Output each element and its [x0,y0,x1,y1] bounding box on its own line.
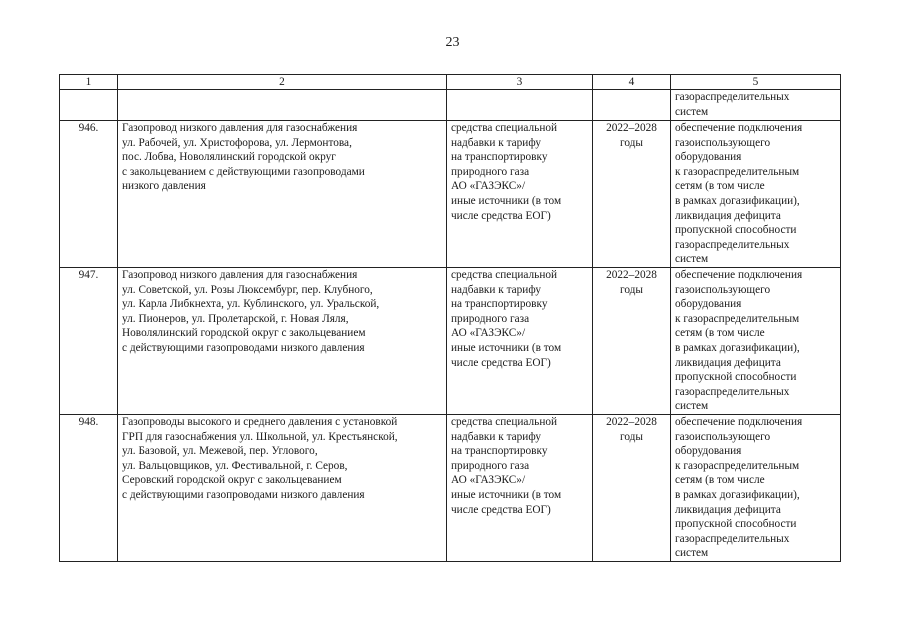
object-description [118,121,447,268]
cont-object-cell [118,90,447,121]
text-line: на транспортировку [451,445,548,458]
text-line: газоиспользующего [675,136,771,149]
funding-source [447,121,593,268]
text-line: годы [619,283,643,296]
text-line: ул. Вальцовщиков, ул. Фестивальной, г. Серов, [122,459,348,472]
text-line: сетям (в том числе [675,327,765,340]
infrastructure-table [59,74,841,562]
text-line: газораспределительных [675,385,790,398]
column-header-4: 4 [593,75,671,90]
text-line: средства специальной [451,269,558,281]
text-line: оборудования [675,151,742,164]
text-line: Газопровод низкого давления для газоснабжения [122,122,358,134]
implementation-period [593,268,671,415]
text-line: обеспечение подключения [675,416,803,428]
text-line: ул. Карла Либкнехта, ул. Кублинского, ул. Уральской, [122,298,380,311]
text-line: природного газа [451,312,530,325]
text-line: 2022–2028 [606,269,657,281]
purpose [671,268,841,415]
text-line: оборудования [675,298,742,311]
text-line: природного газа [451,459,530,472]
text-line: годы [619,136,643,149]
text-line: газоиспользующего [675,283,771,296]
text-line: к газораспределительным [675,459,800,472]
table-row [60,121,841,268]
text-line: ликвидация дефицита [675,503,781,516]
text-line: систем [675,105,709,118]
text-line: газораспределительных [675,532,790,545]
text-line: систем [675,400,709,413]
text-line: надбавки к тарифу [451,430,542,443]
text-line: Серовский городской округ с закольцеванием [122,474,342,487]
purpose [671,415,841,562]
text-line: газораспределительных [675,91,790,103]
funding-source [447,268,593,415]
text-line: ликвидация дефицита [675,356,781,369]
text-line: газоиспользующего [675,430,771,443]
text-line: ул. Базовой, ул. Межевой, пер. Углового, [122,445,318,458]
text-line: пропускной способности [675,371,797,384]
cont-period-cell [593,90,671,121]
column-header-1: 1 [60,75,118,90]
text-line: природного газа [451,165,530,178]
column-header-2: 2 [118,75,447,90]
implementation-period [593,121,671,268]
text-line: в рамках догазификации), [675,194,800,207]
row-number: 947. [60,268,118,415]
text-line: на транспортировку [451,151,548,164]
continuation-row [60,90,841,121]
cont-num-cell [60,90,118,121]
table-header-row [60,75,841,90]
table-row [60,268,841,415]
text-line: иные источники (в том [451,194,562,207]
cont-purpose-cell [671,90,841,121]
text-line: ул. Рабочей, ул. Христофорова, ул. Лермонтова, [122,136,352,149]
text-line: в рамках догазификации), [675,488,800,501]
text-line: Газопроводы высокого и среднего давления с установкой [122,416,398,428]
text-line: Новолялинский городской округ с закольцеванием [122,327,366,340]
text-line: газораспределительных [675,238,790,251]
text-line: пос. Лобва, Новолялинский городской округ [122,151,336,164]
row-number: 946. [60,121,118,268]
text-line: годы [619,430,643,443]
text-line: числе средства ЕОГ) [451,503,551,516]
text-line: средства специальной [451,122,558,134]
text-line: 2022–2028 [606,122,657,134]
text-line: сетям (в том числе [675,180,765,193]
funding-source [447,415,593,562]
text-line: оборудования [675,445,742,458]
purpose [671,121,841,268]
text-line: АО «ГАЗЭКС»/ [451,180,526,193]
text-line: надбавки к тарифу [451,136,542,149]
text-line: ликвидация дефицита [675,209,781,222]
text-line: с действующими газопроводами низкого давления [122,488,365,501]
object-description [118,415,447,562]
text-line: ГРП для газоснабжения ул. Школьной, ул. Крестьянской, [122,430,398,443]
text-line: к газораспределительным [675,165,800,178]
text-line: систем [675,547,709,560]
text-line: обеспечение подключения [675,269,803,281]
column-header-5: 5 [671,75,841,90]
text-line: с закольцеванием с действующими газопроводами [122,165,365,178]
text-line: иные источники (в том [451,341,562,354]
text-line: АО «ГАЗЭКС»/ [451,327,526,340]
text-line: иные источники (в том [451,488,562,501]
text-line: средства специальной [451,416,558,428]
text-line: ул. Пионеров, ул. Пролетарской, г. Новая Ляля, [122,312,349,325]
text-line: Газопровод низкого давления для газоснабжения [122,269,358,281]
text-line: пропускной способности [675,518,797,531]
text-line: АО «ГАЗЭКС»/ [451,474,526,487]
text-line: ул. Советской, ул. Розы Люксембург, пер. Клубного, [122,283,373,296]
page-number: 23 [445,35,460,50]
text-line: к газораспределительным [675,312,800,325]
object-description [118,268,447,415]
implementation-period [593,415,671,562]
text-line: обеспечение подключения [675,122,803,134]
text-line: сетям (в том числе [675,474,765,487]
text-line: надбавки к тарифу [451,283,542,296]
text-line: пропускной способности [675,224,797,237]
row-number: 948. [60,415,118,562]
column-header-3: 3 [447,75,593,90]
text-line: с действующими газопроводами низкого давления [122,341,365,354]
text-line: числе средства ЕОГ) [451,356,551,369]
table-row [60,415,841,562]
text-line: низкого давления [122,180,206,193]
text-line: числе средства ЕОГ) [451,209,551,222]
cont-source-cell [447,90,593,121]
text-line: на транспортировку [451,298,548,311]
text-line: систем [675,253,709,266]
text-line: 2022–2028 [606,416,657,428]
text-line: в рамках догазификации), [675,341,800,354]
